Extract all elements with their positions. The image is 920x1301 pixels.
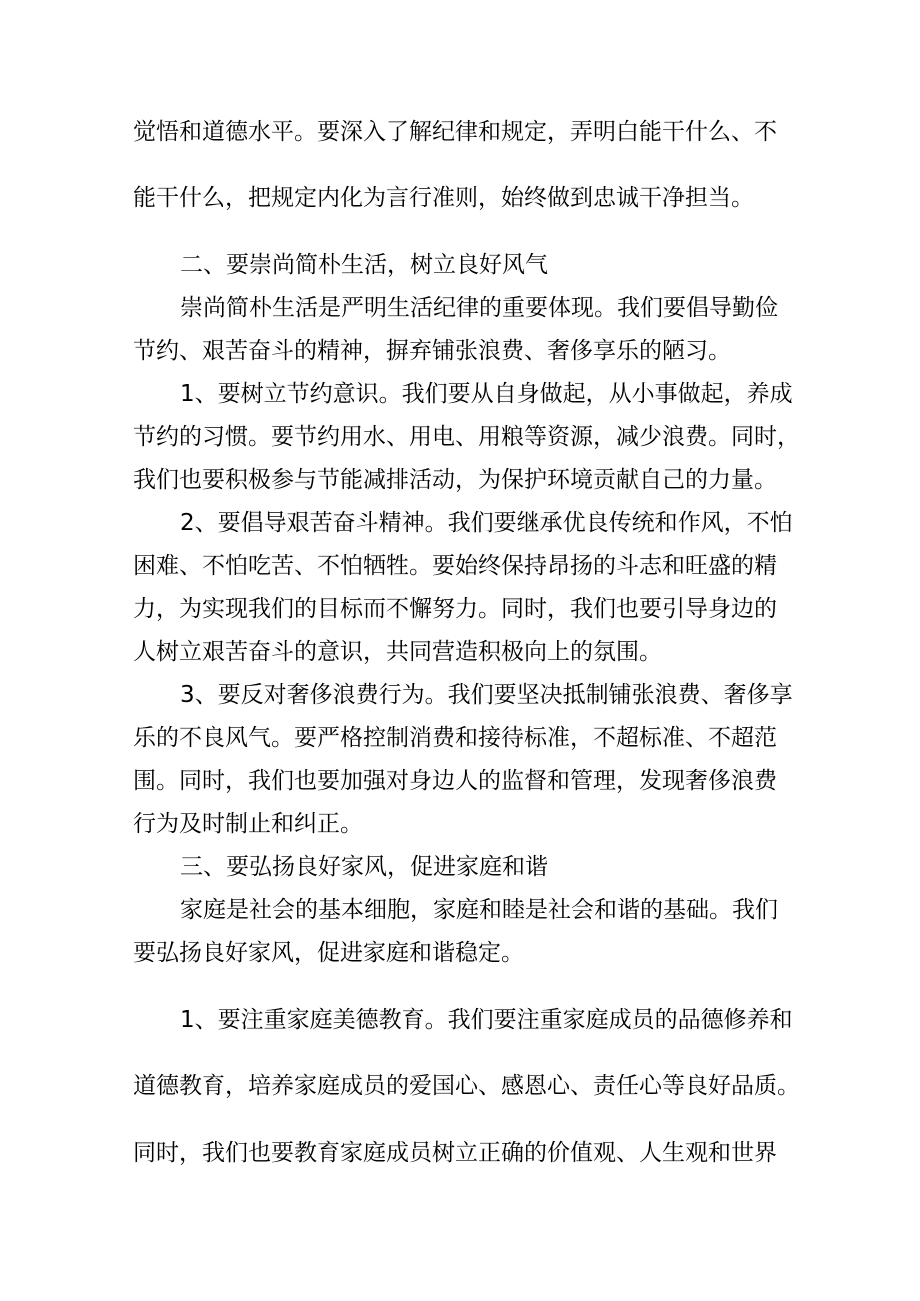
text-line: 2、要倡导艰苦奋斗精神。我们要继承优良传统和作风，不怕 xyxy=(180,510,793,536)
text-line: 困难、不怕吃苦、不怕牺牲。要始终保持昂扬的斗志和旺盛的精 xyxy=(133,553,777,579)
text-line: 节约、艰苦奋斗的精神，摒弃铺张浪费、奢侈享乐的陋习。 xyxy=(133,338,731,364)
text-line: 1、要注重家庭美德教育。我们要注重家庭成员的品德修养和 xyxy=(180,1007,793,1033)
text-line: 行为及时制止和纠正。 xyxy=(133,811,363,837)
text-line: 乐的不良风气。要严格控制消费和接待标准，不超标准、不超范 xyxy=(133,725,777,751)
text-line: 崇尚简朴生活是严明生活纪律的重要体现。我们要倡导勤俭 xyxy=(180,295,778,321)
text-line: 围。同时，我们也要加强对身边人的监督和管理，发现奢侈浪费 xyxy=(133,768,777,794)
text-line: 能干什么，把规定内化为言行准则，始终做到忠诚干净担当。 xyxy=(133,185,754,211)
text-line: 3、要反对奢侈浪费行为。我们要坚决抵制铺张浪费、奢侈享 xyxy=(180,682,793,708)
text-line: 1、要树立节约意识。我们要从自身做起，从小事做起，养成 xyxy=(180,381,793,407)
text-line: 道德教育，培养家庭成员的爱国心、感恩心、责任心等良好品质。 xyxy=(133,1073,800,1099)
text-line: 节约的习惯。要节约用水、用电、用粮等资源，减少浪费。同时， xyxy=(133,424,800,450)
section-heading: 二、要崇尚简朴生活，树立良好风气 xyxy=(180,252,548,278)
text-line: 同时，我们也要教育家庭成员树立正确的价值观、人生观和世界 xyxy=(133,1140,777,1166)
text-line: 我们也要积极参与节能减排活动，为保护环境贡献自己的力量。 xyxy=(133,467,777,493)
text-line: 人树立艰苦奋斗的意识，共同营造积极向上的氛围。 xyxy=(133,639,662,665)
text-line: 家庭是社会的基本细胞，家庭和睦是社会和谐的基础。我们 xyxy=(180,897,778,923)
text-line: 要弘扬良好家风，促进家庭和谐稳定。 xyxy=(133,940,524,966)
section-heading: 三、要弘扬良好家风，促进家庭和谐 xyxy=(180,854,548,880)
text-line: 觉悟和道德水平。要深入了解纪律和规定，弄明白能干什么、不 xyxy=(133,119,777,145)
text-line: 力，为实现我们的目标而不懈努力。同时，我们也要引导身边的 xyxy=(133,596,777,622)
